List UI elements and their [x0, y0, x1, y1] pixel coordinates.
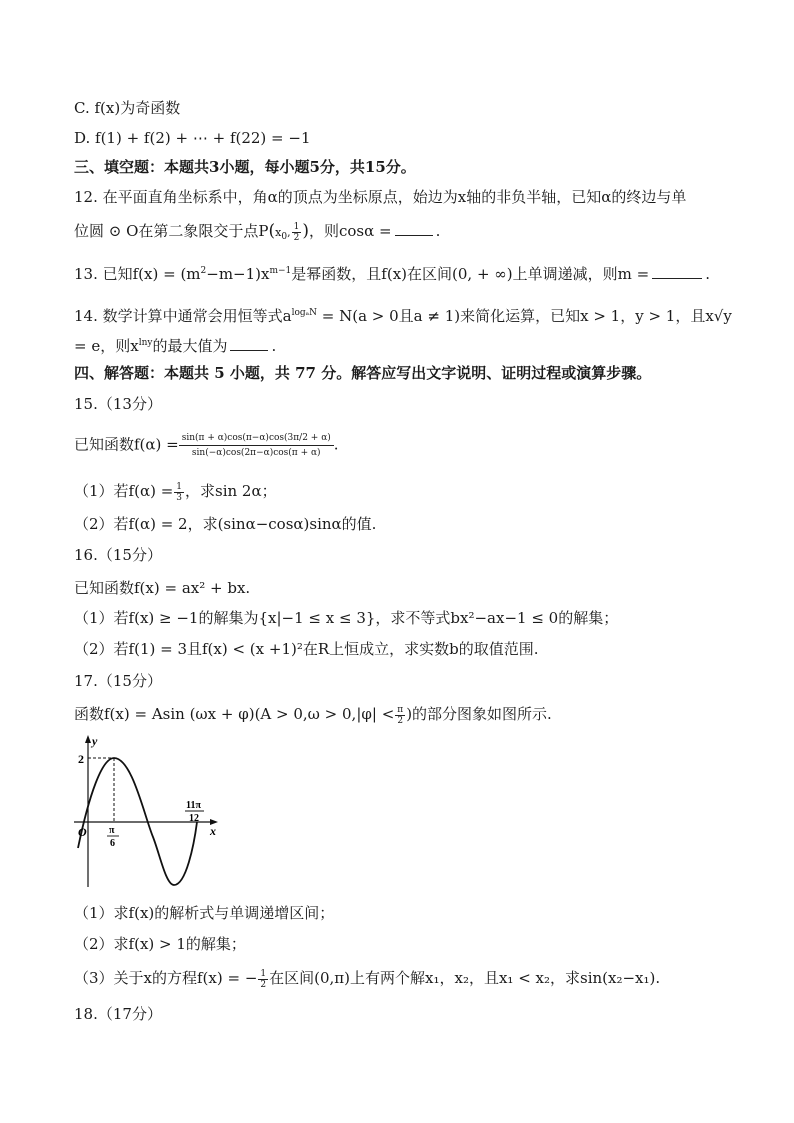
tick1-num: π — [109, 825, 115, 836]
origin-label: O — [78, 825, 87, 839]
q14-line2: = e，则$x^{lny}$的最大值为 . — [74, 337, 277, 355]
fraction-one-half: $\frac{1}{2}$ — [293, 221, 300, 243]
y-max-label: 2 — [78, 752, 84, 766]
section-4-heading: 四、解答题：本题共 5 小题，共 77 分。解答应写出文字说明、证明过程或演算步骤。 — [74, 364, 652, 382]
answer-blank-14 — [230, 336, 268, 351]
q15-header: 15.（13分） — [74, 395, 162, 413]
y-axis-arrow — [85, 735, 91, 743]
q18-header: 18.（17分） — [74, 1005, 162, 1023]
option-c: C. f(x)为奇函数 — [74, 99, 181, 117]
q16-header: 16.（15分） — [74, 546, 162, 564]
q16-stem: 已知函数f(x) = ax² + bx. — [74, 579, 251, 597]
option-d: D. f(1) + f(2) + ⋯ + f(22) = −1 — [74, 129, 311, 147]
q14-line1: 14. 数学计算中通常会用恒等式$a^{log_aN} = N(a > 0$且a ≠ 1)来简化运算，已知x > 1，y > 1，且x√y — [74, 307, 732, 325]
q12-line1: 12. 在平面直角坐标系中，角α的顶点为坐标原点，始边为x轴的非负半轴，已知α的终边与单 — [74, 188, 687, 206]
q17-stem: 函数f(x) = Asin (ωx + φ)(A > 0,ω > 0,|φ| < $\frac{\pi}{2}$ )的部分图象如图所示. — [74, 704, 552, 726]
q17-part3: （3）关于x的方程f(x) = − $\frac{1}{2}$ 在区间(0,π)上有两个解x₁，x₂，且x₁ < x₂，求sin(x₂−x₁). — [74, 968, 661, 990]
x-label: x — [210, 824, 216, 838]
q17-part1: （1）求f(x)的解析式与单调递增区间； — [74, 904, 335, 922]
tick2-den: 12 — [189, 813, 199, 824]
q15-part1: （1）若f(α) = $\frac{1}{3}$ ，求sin 2α； — [74, 481, 277, 503]
q12-line2: 位圆 ⊙ O在第二象限交于点$P(x_0$, $\frac{1}{2}$ )，则cosα = . — [74, 221, 441, 243]
q16-part2: （2）若f(1) = 3且f(x) < (x +1)²在R上恒成立，求实数b的取值范围. — [74, 640, 539, 658]
tick1-den: 6 — [110, 838, 115, 849]
fraction-pi-over-2: $\frac{\pi}{2}$ — [397, 704, 404, 726]
y-label: y — [92, 735, 98, 748]
sine-graph — [74, 735, 224, 895]
point-p-coords: ( — [268, 221, 276, 241]
fraction-one-third: $\frac{1}{3}$ — [176, 481, 182, 503]
q13-line: 13. 已知$f(x) = (m^2-m-1)x^{m-1}$是幂函数，且f(x)在区间(0, + ∞)上单调递减，则m = . — [74, 265, 710, 283]
q17-part2: （2）求f(x) > 1的解集； — [74, 935, 246, 953]
answer-blank-12 — [395, 221, 433, 236]
q17-header: 17.（15分） — [74, 672, 162, 690]
tick2-num: 11π — [186, 800, 201, 811]
fraction-one-half-b: $\frac{1}{2}$ — [260, 968, 267, 990]
q15-fraction: $\frac{\sin(\pi + \alpha)\cos(\pi-\alpha)\cos(3\pi/2 + \alpha)}{\sin(-\alpha)\cos(2\pi-\alpha)\cos(\pi + \alpha)}$ — [179, 432, 334, 459]
q15-part2: （2）若f(α) = 2，求(sinα−cosα)sinα的值. — [74, 515, 377, 533]
q15-stem: 已知函数f(α) = $\frac{\sin(\pi + \alpha)\cos(\pi-\alpha)\cos(3\pi/2 + \alpha)}{\sin(-\alpha)\cos(2\pi-\alpha)\cos(\pi + \alpha)}$ . — [74, 433, 339, 458]
answer-blank-13 — [652, 264, 702, 279]
q16-part1: （1）若f(x) ≥ −1的解集为{x|−1 ≤ x ≤ 3}，求不等式bx²−ax−1 ≤ 0的解集； — [74, 609, 619, 627]
section-3-heading: 三、填空题：本题共3小题，每小题5分，共15分。 — [74, 158, 416, 176]
